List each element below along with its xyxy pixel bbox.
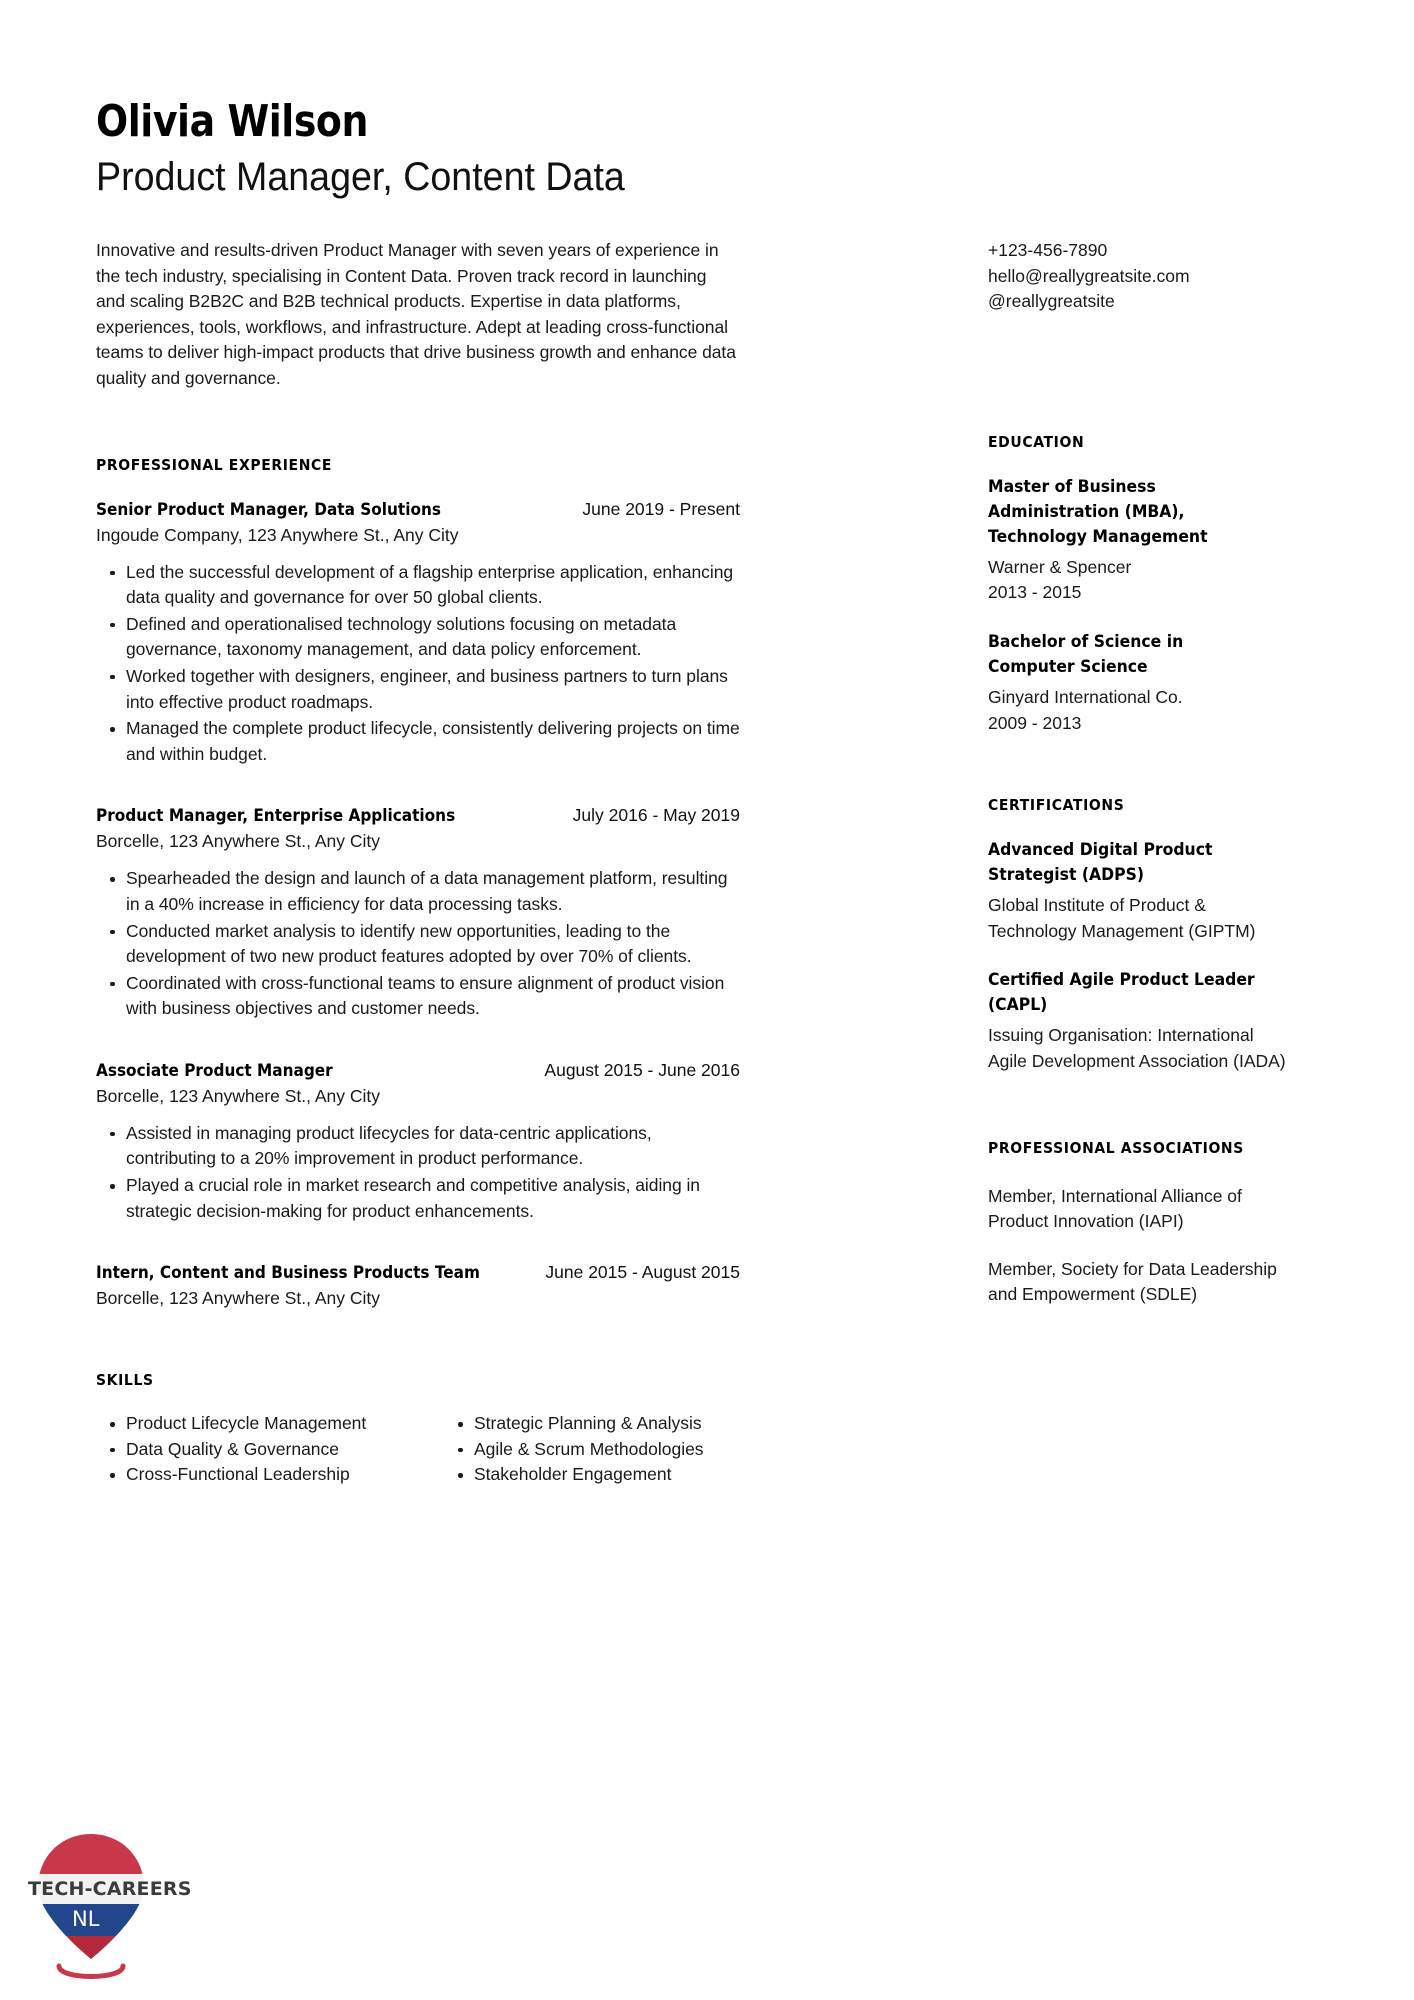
section-heading-certifications: CERTIFICATIONS bbox=[988, 796, 1125, 815]
experience-title: Associate Product Manager bbox=[96, 1060, 333, 1081]
page-title: Olivia Wilson bbox=[96, 96, 369, 147]
contact-phone[interactable]: +123-456-7890 bbox=[988, 240, 1108, 260]
education-years: 2013 - 2015 bbox=[988, 582, 1082, 603]
experience-company: Ingoude Company, 123 Anywhere St., Any City bbox=[96, 524, 459, 545]
pin-flag-bands bbox=[26, 1824, 166, 1976]
skills-column-one bbox=[96, 1411, 386, 1488]
experience-date: June 2019 - Present bbox=[582, 498, 740, 519]
list-item: Conducted market analysis to identify new opportunities, leading to the development of two new product features adopted by over 70% of clients. bbox=[126, 919, 740, 970]
list-item: Spearheaded the design and launch of a data management platform, resulting in a 40% increase in efficiency for data processing tasks. bbox=[126, 866, 740, 917]
certification-entry bbox=[988, 838, 1288, 944]
list-item: Data Quality & Governance bbox=[126, 1437, 386, 1463]
section-heading-experience: PROFESSIONAL EXPERIENCE bbox=[96, 455, 333, 474]
experience-title: Intern, Content and Business Products Team bbox=[96, 1263, 480, 1284]
experience-date: August 2015 - June 2016 bbox=[544, 1059, 740, 1080]
skills-columns bbox=[96, 1411, 740, 1488]
list-item: Strategic Planning & Analysis bbox=[474, 1411, 734, 1437]
education-school: Ginyard International Co. bbox=[988, 686, 1183, 707]
experience-header-row bbox=[96, 805, 740, 826]
list-item: Managed the complete product lifecycle, consistently delivering projects on time and within budget. bbox=[126, 716, 740, 767]
experience-entry bbox=[96, 1262, 740, 1311]
list-item: Product Lifecycle Management bbox=[126, 1411, 386, 1437]
experience-date: June 2015 - August 2015 bbox=[545, 1262, 740, 1283]
professional-summary: Innovative and results-driven Product Manager with seven years of experience in the tech industry, specialising in Content Data. Proven track record in launching and scaling B2B2C and B2B technical products. Expertise in data platforms, experiences, tools, workflows, and infrastructure. Adept at leading cross-functional teams to deliver high-impact products that drive business growth and enhance data quality and governance. bbox=[96, 240, 736, 388]
education-years: 2009 - 2013 bbox=[988, 712, 1082, 733]
certification-issuer: Global Institute of Product & Technology Management (GIPTM) bbox=[988, 895, 1256, 941]
tech-careers-nl-logo bbox=[26, 1824, 206, 1992]
experience-title: Senior Product Manager, Data Solutions bbox=[96, 499, 442, 520]
section-heading-associations: PROFESSIONAL ASSOCIATIONS bbox=[988, 1138, 1244, 1157]
logo-brand-text: TECH-CAREERS bbox=[28, 1878, 192, 1900]
list-item: Worked together with designers, engineer, and business partners to turn plans into effective product roadmaps. bbox=[126, 664, 740, 715]
association-entry: Member, International Alliance of Product Innovation (IAPI) bbox=[988, 1185, 1242, 1232]
experience-bullets bbox=[96, 866, 740, 1022]
section-heading-education: EDUCATION bbox=[988, 432, 1085, 451]
list-item: Stakeholder Engagement bbox=[474, 1462, 734, 1488]
logo-country-text: NL bbox=[72, 1907, 100, 1931]
experience-bullets bbox=[96, 560, 740, 768]
experience-entry bbox=[96, 805, 740, 1022]
skills-column-two bbox=[444, 1411, 734, 1488]
certification-name: Certified Agile Product Leader (CAPL) bbox=[988, 970, 1255, 1016]
list-item: Coordinated with cross-functional teams to ensure alignment of product vision with business objectives and customer needs. bbox=[126, 971, 740, 1022]
list-item: Agile & Scrum Methodologies bbox=[474, 1437, 734, 1463]
certification-issuer: Issuing Organisation: International Agile Development Association (IADA) bbox=[988, 1025, 1286, 1071]
list-item: Assisted in managing product lifecycles for data-centric applications, contributing to a 20% improvement in product performance. bbox=[126, 1121, 740, 1172]
experience-company: Borcelle, 123 Anywhere St., Any City bbox=[96, 1085, 381, 1106]
experience-title: Product Manager, Enterprise Applications bbox=[96, 806, 456, 827]
experience-header-row bbox=[96, 1262, 740, 1283]
list-item: Played a crucial role in market research and competitive analysis, aiding in strategic decision-making for product enhancements. bbox=[126, 1173, 740, 1224]
experience-date: July 2016 - May 2019 bbox=[572, 805, 740, 826]
contact-email[interactable]: hello@reallygreatsite.com bbox=[988, 265, 1190, 286]
list-item: Cross-Functional Leadership bbox=[126, 1462, 386, 1488]
experience-entry bbox=[96, 499, 740, 768]
certification-entry bbox=[988, 968, 1288, 1074]
pin-shadow-arc bbox=[59, 1966, 123, 1977]
education-school: Warner & Spencer bbox=[988, 556, 1132, 577]
association-entry: Member, Society for Data Leadership and Empowerment (SDLE) bbox=[988, 1258, 1277, 1305]
job-headline: Product Manager, Content Data bbox=[96, 155, 625, 199]
education-entry bbox=[988, 630, 1288, 736]
section-heading-skills: SKILLS bbox=[96, 1371, 154, 1390]
experience-company: Borcelle, 123 Anywhere St., Any City bbox=[96, 831, 381, 852]
list-item: Led the successful development of a flagship enterprise application, enhancing data quality and governance for over 50 global clients. bbox=[126, 560, 740, 611]
education-degree: Bachelor of Science in Computer Science bbox=[988, 631, 1184, 677]
experience-entry bbox=[96, 1060, 740, 1224]
main-column bbox=[96, 238, 740, 1488]
experience-company: Borcelle, 123 Anywhere St., Any City bbox=[96, 1288, 381, 1309]
contact-handle[interactable]: @reallygreatsite bbox=[988, 291, 1115, 312]
experience-header-row bbox=[96, 1060, 740, 1081]
sidebar-column bbox=[988, 238, 1288, 1308]
education-degree: Master of Business Administration (MBA), Technology Management bbox=[988, 476, 1208, 547]
experience-header-row bbox=[96, 499, 740, 520]
certification-name: Advanced Digital Product Strategist (ADPS) bbox=[988, 840, 1213, 886]
list-item: Defined and operationalised technology solutions focusing on metadata governance, taxonomy management, and data policy enforcement. bbox=[126, 612, 740, 663]
education-entry bbox=[988, 475, 1288, 606]
experience-bullets bbox=[96, 1121, 740, 1224]
resume-header bbox=[96, 96, 1316, 202]
